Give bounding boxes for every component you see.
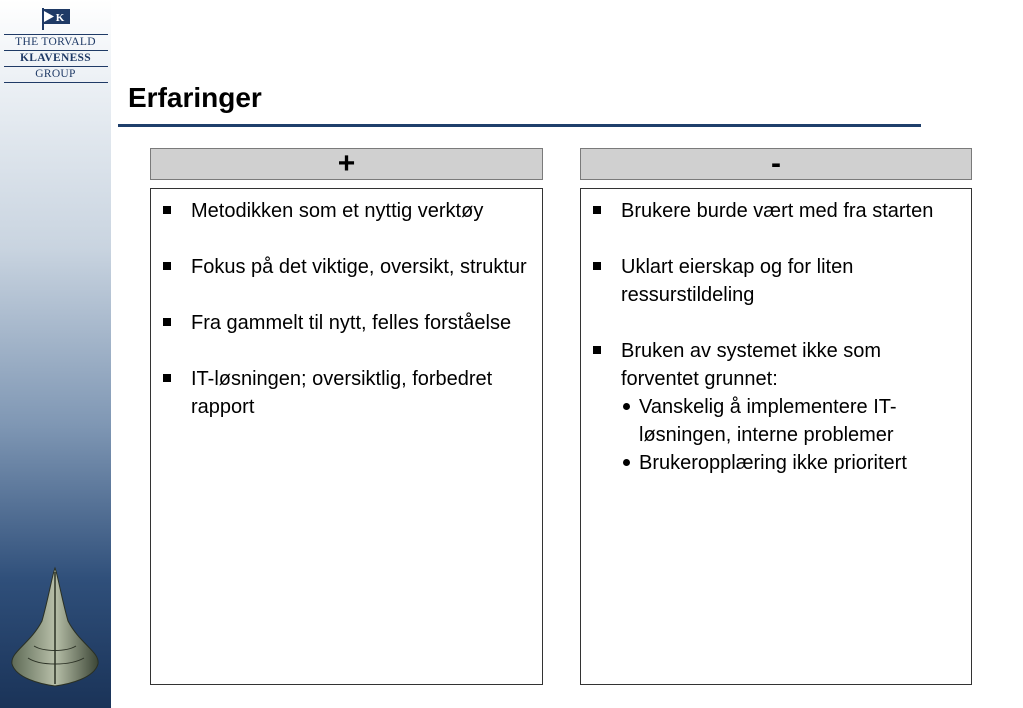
page-title: Erfaringer bbox=[128, 82, 262, 113]
list-item: IT-løsningen; oversiktlig, forbedret rapport bbox=[163, 365, 532, 421]
plus-column-header: + bbox=[150, 148, 543, 180]
minus-list-box bbox=[580, 188, 972, 685]
list-item: Fokus på det viktige, oversikt, struktur bbox=[163, 253, 532, 281]
company-logo bbox=[0, 8, 111, 84]
logo-line-2: KLAVENESS bbox=[20, 52, 91, 64]
minus-list bbox=[593, 197, 961, 477]
list-item-text: Bruken av systemet ikke som forventet grunnet: bbox=[621, 340, 882, 390]
logo-rule-middle bbox=[4, 50, 108, 51]
list-item: Brukere burde vært med fra starten bbox=[593, 197, 961, 225]
sub-list-item: Brukeropplæring ikke prioritert bbox=[621, 449, 961, 477]
logo-rule-lower bbox=[4, 66, 108, 67]
title-underline bbox=[118, 124, 921, 127]
viking-ship-icon bbox=[8, 566, 103, 688]
sidebar-gradient bbox=[0, 0, 111, 708]
minus-column-header: - bbox=[580, 148, 972, 180]
logo-line-1: THE TORVALD bbox=[15, 36, 96, 48]
sub-list-item: Vanskelig å implementere IT-løsningen, interne problemer bbox=[621, 393, 961, 449]
logo-rule-bottom bbox=[4, 82, 108, 83]
logo-line-3: GROUP bbox=[35, 68, 76, 80]
plus-list-box bbox=[150, 188, 543, 685]
list-item: Fra gammelt til nytt, felles forståelse bbox=[163, 309, 532, 337]
flag-icon bbox=[41, 8, 71, 30]
logo-rule-top bbox=[4, 34, 108, 35]
list-item bbox=[593, 337, 961, 477]
sub-list bbox=[621, 393, 961, 477]
plus-list bbox=[163, 197, 532, 421]
svg-text:K: K bbox=[55, 12, 64, 24]
list-item: Uklart eierskap og for liten ressurstildeling bbox=[593, 253, 961, 309]
list-item: Metodikken som et nyttig verktøy bbox=[163, 197, 532, 225]
